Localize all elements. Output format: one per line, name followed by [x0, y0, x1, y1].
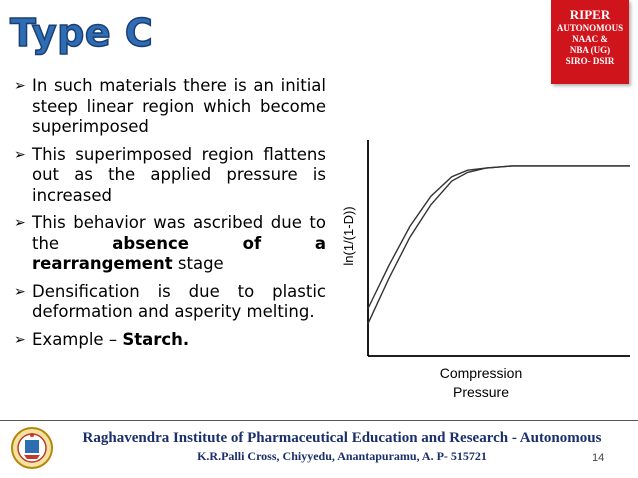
bullet-arrow-icon: ➢: [14, 146, 26, 163]
y-axis-label: ln(1/(1-D)): [341, 206, 356, 266]
bullet-item: [14, 282, 326, 323]
bullet-item: [14, 213, 326, 275]
badge-line: SIRO- DSIR: [565, 56, 615, 66]
bullet-text: Densification is due to plastic deformation and asperity melting.: [32, 281, 326, 321]
chart-axes: [368, 140, 630, 356]
bullet-text: This superimposed region flattens out as the applied pressure is increased: [32, 144, 326, 205]
bullet-arrow-icon: ➢: [14, 331, 26, 348]
bullet-item: [14, 145, 326, 207]
badge-line: AUTONOMOUS: [556, 23, 624, 33]
badge-title: RIPER: [569, 7, 611, 22]
bullet-text: This behavior was ascribed due to the: [32, 213, 326, 253]
page-number: 14: [592, 452, 605, 464]
badge-line: NBA (UG): [569, 45, 611, 55]
badge-line: NAAC &: [572, 34, 608, 44]
bullet-text: Starch.: [122, 329, 190, 349]
footer-divider: [0, 420, 638, 421]
bullet-text: In such materials there is an initial steep linear region which become superimposed: [32, 76, 326, 136]
bullet-text: stage: [172, 254, 224, 273]
x-axis-label-line-1: Compression: [439, 365, 523, 381]
bullet-arrow-icon: ➢: [14, 78, 26, 94]
series-line-2: [368, 166, 630, 324]
bullet-item: [14, 76, 326, 138]
institution-name: Raghavendra Institute of Pharmaceutical Education and Research - Autonomous: [82, 430, 602, 446]
institution-address: K.R.Palli Cross, Chiyyedu, Anantapuramu, A. P- 515721: [197, 449, 487, 463]
slide-title: Type C: [10, 11, 154, 55]
series-line-1: [368, 166, 630, 309]
compression-chart: [340, 140, 638, 410]
bullet-text: absence of a rearrangement: [32, 233, 326, 273]
chart-series: [368, 166, 630, 324]
x-axis-label-line-2: Pressure: [452, 384, 510, 400]
bullet-list: [14, 76, 326, 357]
riper-badge: [551, 0, 629, 84]
bullet-item: [14, 330, 326, 351]
bullet-arrow-icon: ➢: [14, 215, 26, 231]
bullet-text: Example –: [32, 329, 123, 349]
institution-logo-icon: [10, 426, 54, 470]
bullet-arrow-icon: ➢: [14, 283, 26, 300]
